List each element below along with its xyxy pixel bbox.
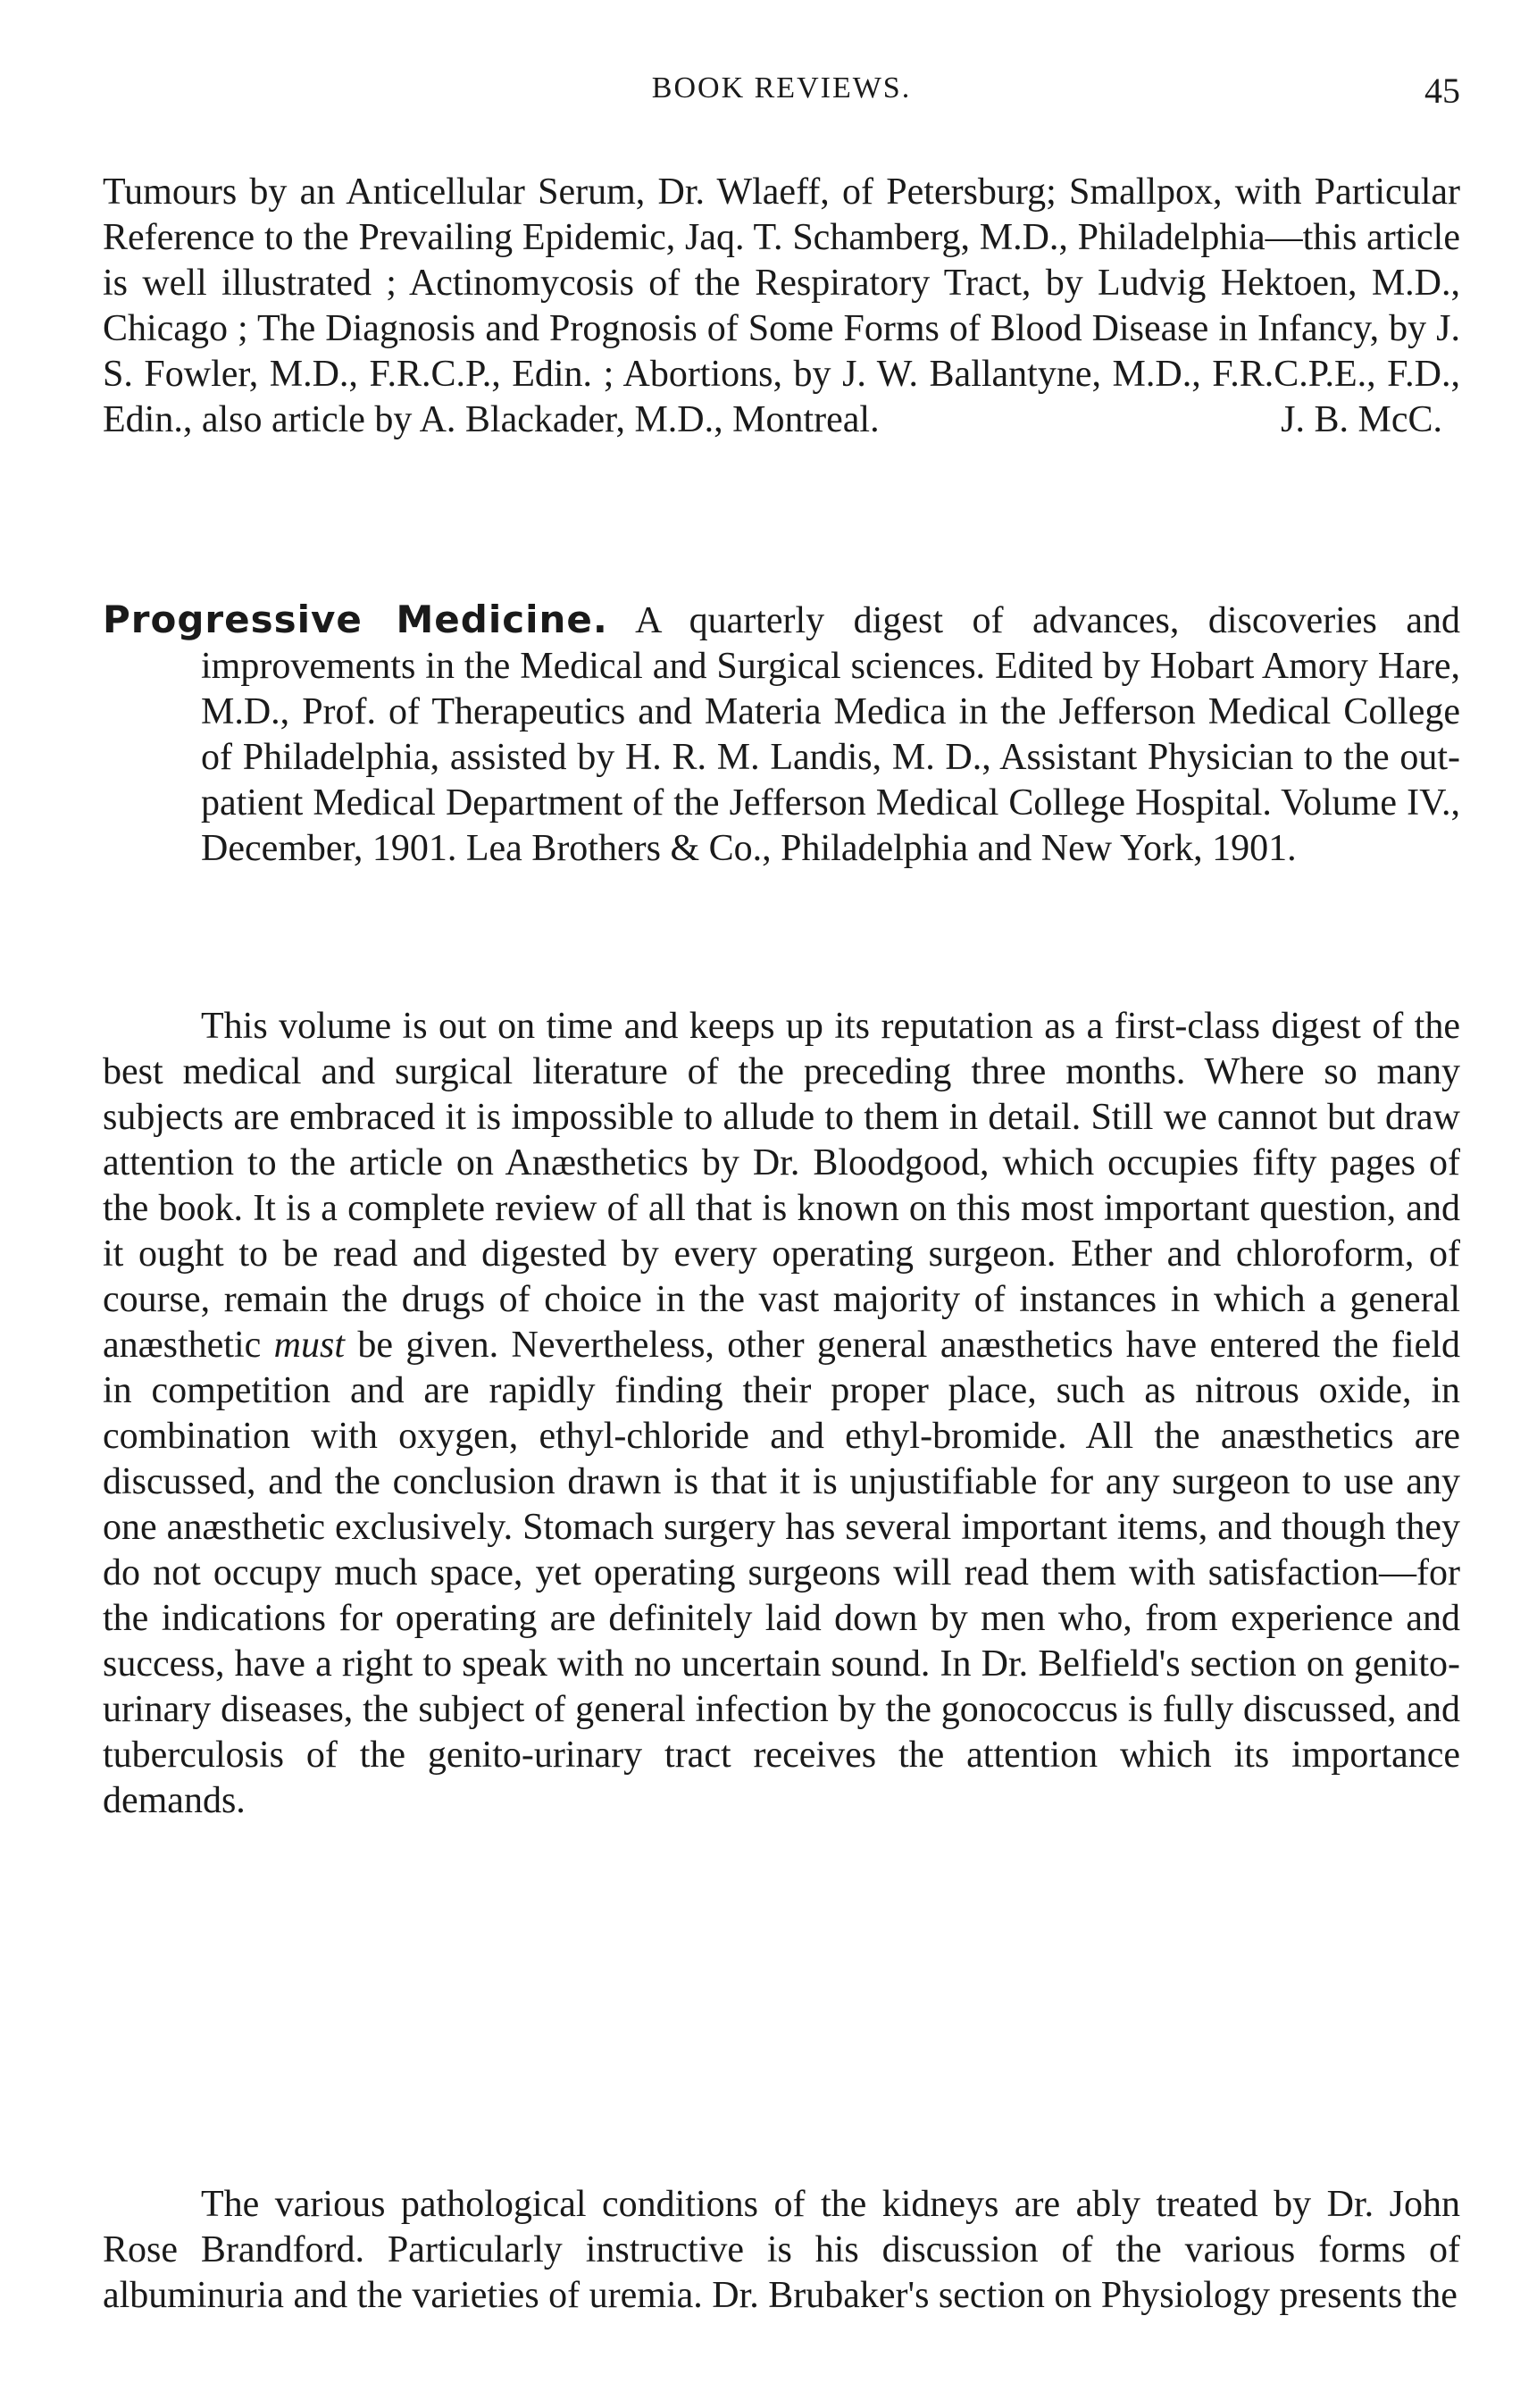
review-continuation-paragraph xyxy=(103,170,1460,443)
emphasis: must xyxy=(273,1325,345,1366)
page-header xyxy=(103,70,1460,114)
review-paragraph-continued: The various pathological conditions of the kidneys are ably treated by Dr. John Rose Brandford. Particularly instructive is his discussion of the various forms of albuminuria and the varieties of uremia. Dr. Brubaker's section on Physiology presents the xyxy=(103,2184,1460,2316)
page-number: 45 xyxy=(1424,71,1460,111)
review-paragraph: This volume is out on time and keeps up its reputation as a first-class digest of the best medical and surgical literature of the preceding three months. Where so many subjects are embraced it is impossible to allude to them in detail. Still we cannot but draw attention to the article on Anæsthetics by Dr. Bloodgood, which occupies fifty pages of the book. It is a complete review of all that is known on this most important question, and it ought to be read and digested by every operating surgeon. Ether and chloroform, of course, remain the drugs of choice in the vast majority of instances in which a general anæsthetic must be given. Nevertheless, other general anæsthetics have entered the field in competition and are rapidly finding their proper place, such as nitrous oxide, in combination with oxygen, ethyl-chloride and ethyl-bromide. All the anæsthetics are discussed, and the conclusion drawn is that it is unjustifiable for any surgeon to use any one anæsthetic exclusively. Stomach surgery has several important items, and though they do not occupy much space, yet operating surgeons will read them with satisfaction—for the indications for operating are definitely laid down by men who, from experience and success, have a right to speak with no uncertain sound. In Dr. Belfield's section on genito-urinary diseases, the subject of general infection by the gonococcus is fully discussed, and tuberculosis of the genito-urinary tract receives the attention which its importance demands. xyxy=(103,1006,1460,1821)
running-head: BOOK REVIEWS. xyxy=(651,71,912,105)
book-entry xyxy=(103,597,1460,872)
book-title: Progressive Medicine. xyxy=(103,598,608,641)
book-details: A quarterly digest of advances, discoveries and improvements in the Medical and Surgical sciences. Edited by Hobart Amory Hare, M.D., Prof. of Therapeutics and Materia Medica in the Jefferson Medical College of Philadelphia, assisted by H. R. M. Landis, M. D., Assistant Physician to the out-patient Medical Department of the Jefferson Medical College Hospital. Volume IV., December, 1901. Lea Brothers & Co., Philadelphia and New York, 1901. xyxy=(201,600,1460,869)
paragraph-text: Tumours by an Anticellular Serum, Dr. Wlaeff, of Petersburg; Smallpox, with Particular Reference to the Prevailing Epidemic, Jaq. T. Schamberg, M.D., Philadelphia—this article is well illustrated ; Actinomycosis of the Respiratory Tract, by Ludvig Hektoen, M.D., Chicago ; The Diagnosis and Prognosis of Some Forms of Blood Disease in Infancy, by J. S. Fowler, M.D., F.R.C.P., Edin. ; Abortions, by J. W. Ballantyne, M.D., F.R.C.P.E., F.D., Edin., also article by A. Blackader, M.D., Montreal. xyxy=(103,171,1460,440)
reviewer-signature: J. B. McC. xyxy=(1281,399,1442,440)
